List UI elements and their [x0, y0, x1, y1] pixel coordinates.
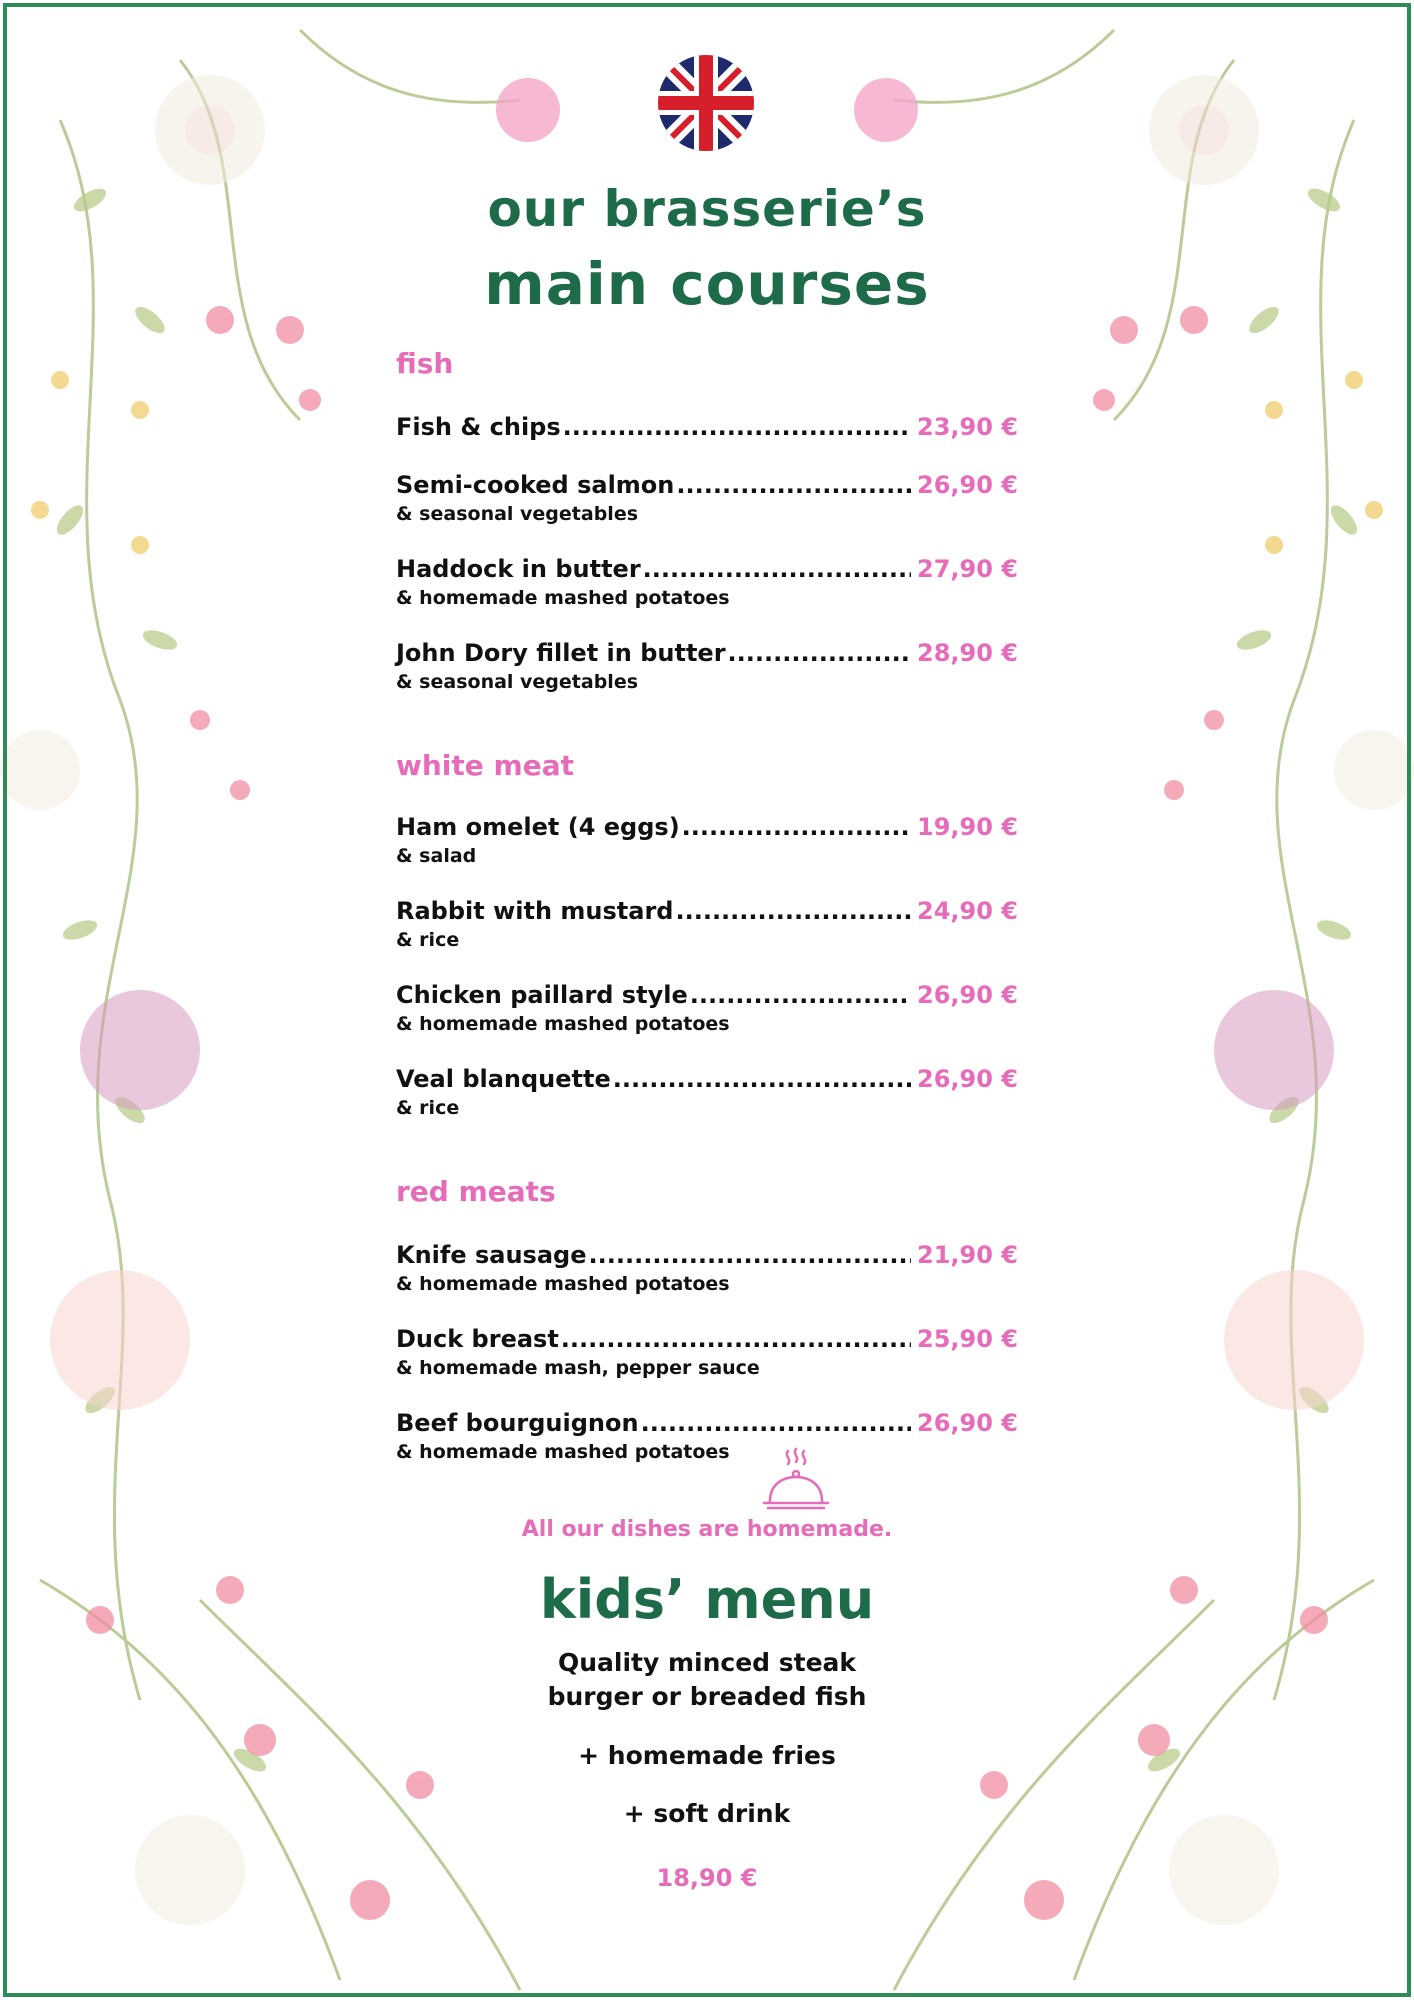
item-price: 19,90 €: [917, 813, 1018, 841]
item-price: 26,90 €: [917, 1409, 1018, 1437]
page-title-line-2: main courses: [484, 250, 930, 318]
serving-cloche-icon: [756, 1447, 836, 1517]
menu-item: [396, 981, 1018, 1035]
item-description: & rice: [396, 929, 460, 951]
item-name: Beef bourguignon: [396, 1409, 639, 1437]
menu-item: [396, 1065, 1018, 1119]
section-heading-red-meats: red meats: [396, 1175, 556, 1208]
menu-item: [396, 555, 1018, 609]
item-description: & homemade mashed potatoes: [396, 1441, 730, 1463]
item-name: Knife sausage: [396, 1241, 587, 1269]
kids-menu-line: + homemade fries: [578, 1741, 836, 1770]
item-price: 23,90 €: [917, 413, 1018, 441]
dot-leader: [589, 1241, 912, 1269]
item-price: 26,90 €: [917, 981, 1018, 1009]
item-price: 21,90 €: [917, 1241, 1018, 1269]
item-description: & seasonal vegetables: [396, 503, 639, 525]
menu-item: [396, 1241, 1018, 1295]
kids-menu-line: burger or breaded fish: [547, 1682, 867, 1711]
dot-leader: [675, 897, 911, 925]
item-description: & homemade mash, pepper sauce: [396, 1357, 760, 1379]
kids-menu-line: + soft drink: [623, 1799, 791, 1828]
uk-flag-icon: [656, 53, 756, 153]
menu-item: [396, 1325, 1018, 1379]
item-description: & seasonal vegetables: [396, 671, 639, 693]
dot-leader: [682, 813, 911, 841]
dot-leader: [563, 413, 911, 441]
item-name: Fish & chips: [396, 413, 561, 441]
item-description: & homemade mashed potatoes: [396, 587, 730, 609]
menu-item: [396, 813, 1018, 867]
dot-leader: [643, 555, 911, 583]
item-price: 28,90 €: [917, 639, 1018, 667]
item-price: 27,90 €: [917, 555, 1018, 583]
menu-item: [396, 1409, 1018, 1463]
section-heading-fish: fish: [396, 347, 454, 380]
menu-item: [396, 639, 1018, 693]
dot-leader: [561, 1325, 911, 1353]
item-name: Semi-cooked salmon: [396, 471, 675, 499]
item-price: 26,90 €: [917, 471, 1018, 499]
item-name: Rabbit with mustard: [396, 897, 674, 925]
item-price: 25,90 €: [917, 1325, 1018, 1353]
dot-leader: [613, 1065, 911, 1093]
item-name: Chicken paillard style: [396, 981, 688, 1009]
kids-menu-title: kids’ menu: [539, 1568, 875, 1631]
dot-leader: [676, 471, 911, 499]
menu-item: [396, 471, 1018, 525]
homemade-note: All our dishes are homemade.: [521, 1517, 893, 1542]
menu-item: [396, 413, 1018, 441]
item-name: John Dory fillet in butter: [396, 639, 726, 667]
kids-menu-price: 18,90 €: [656, 1864, 758, 1892]
item-name: Veal blanquette: [396, 1065, 611, 1093]
item-description: & rice: [396, 1097, 460, 1119]
item-description: & salad: [396, 845, 477, 867]
section-heading-white-meat: white meat: [396, 749, 574, 782]
item-price: 24,90 €: [917, 897, 1018, 925]
item-description: & homemade mashed potatoes: [396, 1273, 730, 1295]
item-name: Ham omelet (4 eggs): [396, 813, 680, 841]
item-price: 26,90 €: [917, 1065, 1018, 1093]
item-name: Haddock in butter: [396, 555, 641, 583]
kids-menu-line: Quality minced steak: [557, 1648, 857, 1677]
dot-leader: [728, 639, 912, 667]
dot-leader: [641, 1409, 911, 1437]
page-title-line-1: our brasserie’s: [487, 180, 927, 238]
menu-item: [396, 897, 1018, 951]
dot-leader: [690, 981, 911, 1009]
item-name: Duck breast: [396, 1325, 559, 1353]
item-description: & homemade mashed potatoes: [396, 1013, 730, 1035]
